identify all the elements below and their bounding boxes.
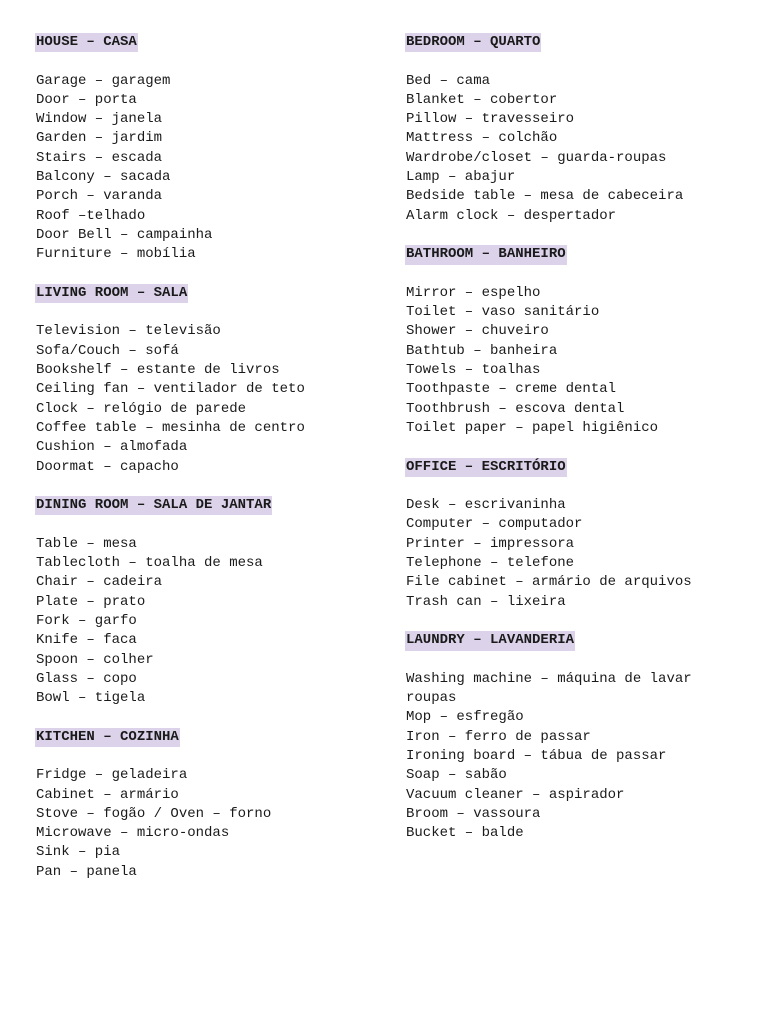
vocab-item: Chair – cadeira: [36, 574, 163, 591]
vocab-item: Television – televisão: [36, 323, 221, 340]
vocab-item: Blanket – cobertor: [406, 91, 558, 108]
vocab-item: Alarm clock – despertador: [406, 207, 617, 224]
section-heading: BATHROOM – BANHEIRO: [405, 245, 567, 264]
section-laundry: [406, 631, 746, 843]
vocab-item: Tablecloth – toalha de mesa: [36, 555, 263, 572]
vocab-item: Spoon – colher: [36, 651, 154, 668]
section-bathroom: [406, 245, 746, 438]
vocab-item: Vacuum cleaner – aspirador: [406, 786, 625, 803]
vocab-item: Computer – computador: [406, 516, 583, 533]
vocab-list: [36, 535, 386, 709]
vocab-item: Stairs – escada: [36, 149, 163, 166]
vocab-list: [406, 72, 746, 226]
vocab-item: Cushion – almofada: [36, 439, 188, 456]
vocab-item: Trash can – lixeira: [406, 593, 566, 610]
vocab-item: Towels – toalhas: [406, 362, 541, 379]
vocab-item: Doormat – capacho: [36, 458, 179, 475]
vocab-item: Window – janela: [36, 111, 163, 128]
section-heading: BEDROOM – QUARTO: [405, 33, 541, 52]
vocab-item: Pillow – travesseiro: [406, 111, 575, 128]
vocab-item: File cabinet – armário de arquivos: [406, 574, 692, 591]
vocab-list: [36, 766, 386, 882]
vocab-item: Fridge – geladeira: [36, 767, 188, 784]
vocab-item: Door – porta: [36, 91, 137, 108]
vocab-item: Bookshelf – estante de livros: [36, 362, 280, 379]
vocab-item: Toilet – vaso sanitário: [406, 304, 600, 321]
vocab-item: Bedside table – mesa de cabeceira: [406, 188, 684, 205]
section-office: [406, 458, 746, 612]
vocab-item: Stove – fogão / Oven – forno: [36, 805, 272, 822]
section-dining-room: [36, 496, 386, 708]
vocab-item: Sink – pia: [36, 844, 121, 861]
vocab-item: Shower – chuveiro: [406, 323, 549, 340]
vocab-item: Roof –telhado: [36, 207, 146, 224]
vocab-item: Toothbrush – escova dental: [406, 400, 625, 417]
left-column: [36, 33, 386, 882]
vocab-item: Toilet paper – papel higiênico: [406, 419, 659, 436]
section-house: [36, 33, 386, 265]
vocab-item: Wardrobe/closet – guarda-roupas: [406, 149, 667, 166]
vocab-item: Telephone – telefone: [406, 555, 575, 572]
section-heading: DINING ROOM – SALA DE JANTAR: [35, 496, 272, 515]
vocab-item: Porch – varanda: [36, 188, 163, 205]
vocab-item: Door Bell – campainha: [36, 226, 213, 243]
vocab-item: Furniture – mobília: [36, 246, 196, 263]
vocab-item: Broom – vassoura: [406, 805, 541, 822]
section-heading: KITCHEN – COZINHA: [35, 728, 180, 747]
vocab-item: Bowl – tigela: [36, 690, 146, 707]
section-heading: OFFICE – ESCRITÓRIO: [405, 458, 567, 477]
vocab-item: Iron – ferro de passar: [406, 728, 591, 745]
vocab-list: [36, 72, 386, 265]
section-bedroom: [406, 33, 746, 226]
section-kitchen: [36, 728, 386, 882]
vocab-item: Printer – impressora: [406, 535, 575, 552]
vocab-item: Bed – cama: [406, 72, 491, 89]
vocab-item: Pan – panela: [36, 863, 137, 880]
vocab-item: Fork – garfo: [36, 612, 137, 629]
right-column: [406, 33, 746, 843]
section-heading: LAUNDRY – LAVANDERIA: [405, 631, 575, 650]
vocab-item: Coffee table – mesinha de centro: [36, 419, 305, 436]
vocab-item: Ceiling fan – ventilador de teto: [36, 381, 305, 398]
vocab-item: Ironing board – tábua de passar: [406, 747, 667, 764]
vocab-item: Balcony – sacada: [36, 169, 171, 186]
vocab-item: Lamp – abajur: [406, 169, 516, 186]
vocab-item: Clock – relógio de parede: [36, 400, 247, 417]
section-heading: HOUSE – CASA: [35, 33, 138, 52]
vocab-item: Sofa/Couch – sofá: [36, 342, 179, 359]
vocab-list: [406, 496, 746, 612]
vocab-item: Garden – jardim: [36, 130, 163, 147]
vocab-item: Bathtub – banheira: [406, 342, 558, 359]
vocab-list: [406, 284, 746, 438]
vocab-item: Desk – escrivaninha: [406, 497, 566, 514]
vocab-item: Glass – copo: [36, 670, 137, 687]
vocab-item: Toothpaste – creme dental: [406, 381, 617, 398]
vocab-item: Mattress – colchão: [406, 130, 558, 147]
vocab-item: Garage – garagem: [36, 72, 171, 89]
vocab-item: Washing machine – máquina de lavar: [406, 670, 692, 687]
vocab-item: Table – mesa: [36, 535, 137, 552]
vocab-list: [406, 670, 746, 844]
vocab-item: roupas: [406, 690, 457, 707]
vocab-item: Cabinet – armário: [36, 786, 179, 803]
vocab-list: [36, 322, 386, 476]
vocab-item: Bucket – balde: [406, 825, 524, 842]
vocab-item: Mirror – espelho: [406, 284, 541, 301]
vocab-item: Microwave – micro-ondas: [36, 825, 230, 842]
section-living-room: [36, 284, 386, 477]
section-heading: LIVING ROOM – SALA: [35, 284, 188, 303]
vocab-item: Plate – prato: [36, 593, 146, 610]
vocab-item: Mop – esfregão: [406, 709, 524, 726]
vocab-item: Soap – sabão: [406, 767, 507, 784]
vocab-item: Knife – faca: [36, 632, 137, 649]
